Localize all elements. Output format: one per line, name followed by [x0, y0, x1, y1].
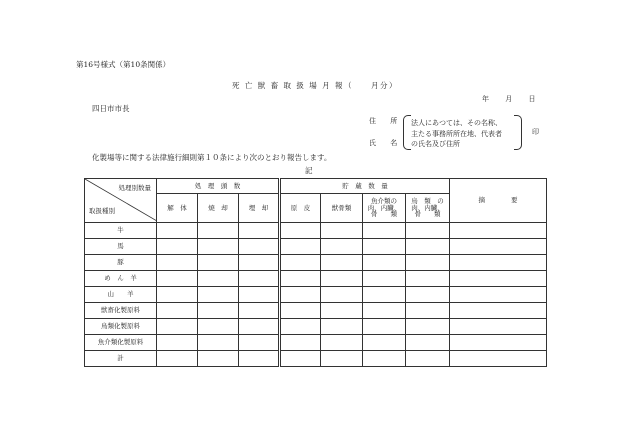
table-cell[interactable] — [450, 303, 547, 319]
table-cell[interactable] — [450, 335, 547, 351]
table-cell[interactable] — [321, 351, 363, 367]
table-row — [85, 271, 547, 287]
table-row — [85, 239, 547, 255]
table-row — [85, 319, 547, 335]
addressee: 四日市市長 — [92, 104, 130, 113]
table-cell[interactable] — [198, 335, 239, 351]
table-cell[interactable] — [239, 335, 280, 351]
table-cell[interactable] — [280, 335, 321, 351]
table-row — [85, 351, 547, 367]
row-label: 牛 — [85, 223, 157, 239]
row-label: 豚 — [85, 255, 157, 271]
row-label: 山 羊 — [85, 287, 157, 303]
table-cell[interactable] — [363, 239, 406, 255]
table-cell[interactable] — [321, 319, 363, 335]
table-cell[interactable] — [363, 271, 406, 287]
table-cell[interactable] — [363, 303, 406, 319]
table-cell[interactable] — [363, 335, 406, 351]
table-cell[interactable] — [363, 287, 406, 303]
row-label: 魚介類化製原料 — [85, 335, 157, 351]
table-cell[interactable] — [321, 271, 363, 287]
table-cell[interactable] — [280, 319, 321, 335]
storage-group-header: 貯 蔵 数 量 — [280, 179, 450, 194]
corporation-note — [411, 118, 502, 150]
table-cell[interactable] — [198, 271, 239, 287]
incinerate-header: 焼 却 — [198, 194, 239, 223]
table-cell[interactable] — [239, 271, 280, 287]
table-cell[interactable] — [363, 255, 406, 271]
table-cell[interactable] — [157, 255, 198, 271]
table-cell[interactable] — [157, 239, 198, 255]
table-cell[interactable] — [157, 223, 198, 239]
table-cell[interactable] — [363, 351, 406, 367]
fish-header-line: 肉、内臓、 — [367, 203, 401, 212]
bird-header-line: 鳥 類 の — [411, 196, 444, 205]
bird-header-line: 肉、内臓、 — [411, 203, 444, 212]
table-cell[interactable] — [450, 271, 547, 287]
corp-note-line: 主たる事務所所在地、代表者 — [411, 129, 502, 138]
table-cell[interactable] — [280, 223, 321, 239]
fish-header — [363, 194, 406, 223]
form-number: 第16号様式（第10条関係） — [76, 60, 171, 69]
table-cell[interactable] — [450, 223, 547, 239]
corp-note-line: の氏名及び住所 — [411, 140, 460, 148]
table-cell[interactable] — [450, 255, 547, 271]
date-line — [482, 96, 535, 103]
fish-header-line: 魚介類の — [371, 196, 398, 205]
corner-header — [85, 179, 157, 223]
table-cell[interactable] — [450, 287, 547, 303]
table-cell[interactable] — [406, 271, 450, 287]
corner-top-label: 処理別数量 — [118, 184, 151, 192]
table-cell[interactable] — [198, 287, 239, 303]
row-label: 計 — [85, 351, 157, 367]
row-label: 獣畜化製原料 — [85, 303, 157, 319]
table-cell[interactable] — [406, 239, 450, 255]
table-cell[interactable] — [239, 255, 280, 271]
row-label: 馬 — [85, 239, 157, 255]
name-label: 氏 名 — [369, 139, 404, 147]
table-cell[interactable] — [363, 223, 406, 239]
table-cell[interactable] — [198, 239, 239, 255]
corp-note-line: 法人にあつては、その名称、 — [411, 119, 502, 127]
table-row — [85, 287, 547, 303]
table-cell[interactable] — [406, 223, 450, 239]
bird-header — [406, 194, 450, 223]
table-cell[interactable] — [321, 287, 363, 303]
raw-hide-header: 原 皮 — [280, 194, 321, 223]
table-cell[interactable] — [406, 351, 450, 367]
table-cell[interactable] — [321, 303, 363, 319]
remarks-header: 摘 要 — [450, 179, 547, 223]
table-cell[interactable] — [157, 303, 198, 319]
table-cell[interactable] — [198, 351, 239, 367]
table-cell[interactable] — [450, 351, 547, 367]
table-cell[interactable] — [157, 335, 198, 351]
table-cell[interactable] — [406, 287, 450, 303]
bones-header: 獣骨類 — [321, 194, 363, 223]
fish-header-line: 骨 類 — [371, 210, 398, 219]
date-year: 年 — [482, 95, 489, 103]
date-day: 日 — [528, 95, 536, 103]
table-cell[interactable] — [280, 271, 321, 287]
table-cell[interactable] — [321, 255, 363, 271]
row-label: 鳥類化製原料 — [85, 319, 157, 335]
report-table — [84, 178, 547, 367]
table-cell[interactable] — [406, 303, 450, 319]
corner-bottom-label: 取扱種別 — [89, 207, 115, 216]
seal-mark: 印 — [532, 128, 539, 136]
table-cell[interactable] — [280, 287, 321, 303]
table-row — [85, 335, 547, 351]
table-cell[interactable] — [280, 351, 321, 367]
page-title: 死 亡 獣 畜 取 扱 場 月 報（ 月分） — [231, 81, 399, 90]
table-cell[interactable] — [198, 303, 239, 319]
table-cell[interactable] — [157, 319, 198, 335]
table-cell[interactable] — [321, 239, 363, 255]
table-cell[interactable] — [157, 351, 198, 367]
table-cell[interactable] — [239, 303, 280, 319]
dismantle-header: 解 体 — [157, 194, 198, 223]
table-cell[interactable] — [450, 239, 547, 255]
table-cell[interactable] — [321, 335, 363, 351]
row-label: め ん 羊 — [85, 271, 157, 287]
date-month: 月 — [505, 95, 513, 103]
right-bracket-icon — [514, 115, 522, 150]
left-bracket-icon — [403, 115, 411, 150]
table-cell[interactable] — [450, 319, 547, 335]
table-cell[interactable] — [198, 319, 239, 335]
table-cell[interactable] — [363, 319, 406, 335]
report-statement: 化製場等に関する法律施行細則第１０条により次のとおり報告します。 — [92, 153, 332, 162]
table-cell[interactable] — [198, 255, 239, 271]
table-cell[interactable] — [406, 319, 450, 335]
table-cell[interactable] — [406, 255, 450, 271]
ki-mark: 記 — [305, 166, 313, 175]
table-row — [85, 303, 547, 319]
table-cell[interactable] — [239, 319, 280, 335]
bury-header: 埋 却 — [239, 194, 280, 223]
table-cell[interactable] — [157, 271, 198, 287]
table-cell[interactable] — [321, 223, 363, 239]
table-cell[interactable] — [157, 287, 198, 303]
table-cell[interactable] — [280, 303, 321, 319]
table-cell[interactable] — [239, 287, 280, 303]
table-row — [85, 223, 547, 239]
bird-header-line: 骨 類 — [414, 210, 441, 219]
processing-group-header: 処 理 頭 数 — [157, 179, 280, 194]
table-cell[interactable] — [280, 239, 321, 255]
table-cell[interactable] — [239, 239, 280, 255]
address-label: 住 所 — [369, 117, 404, 125]
table-cell[interactable] — [239, 351, 280, 367]
table-cell[interactable] — [406, 335, 450, 351]
table-cell[interactable] — [280, 255, 321, 271]
table-row — [85, 255, 547, 271]
table-cell[interactable] — [239, 223, 280, 239]
table-cell[interactable] — [198, 223, 239, 239]
